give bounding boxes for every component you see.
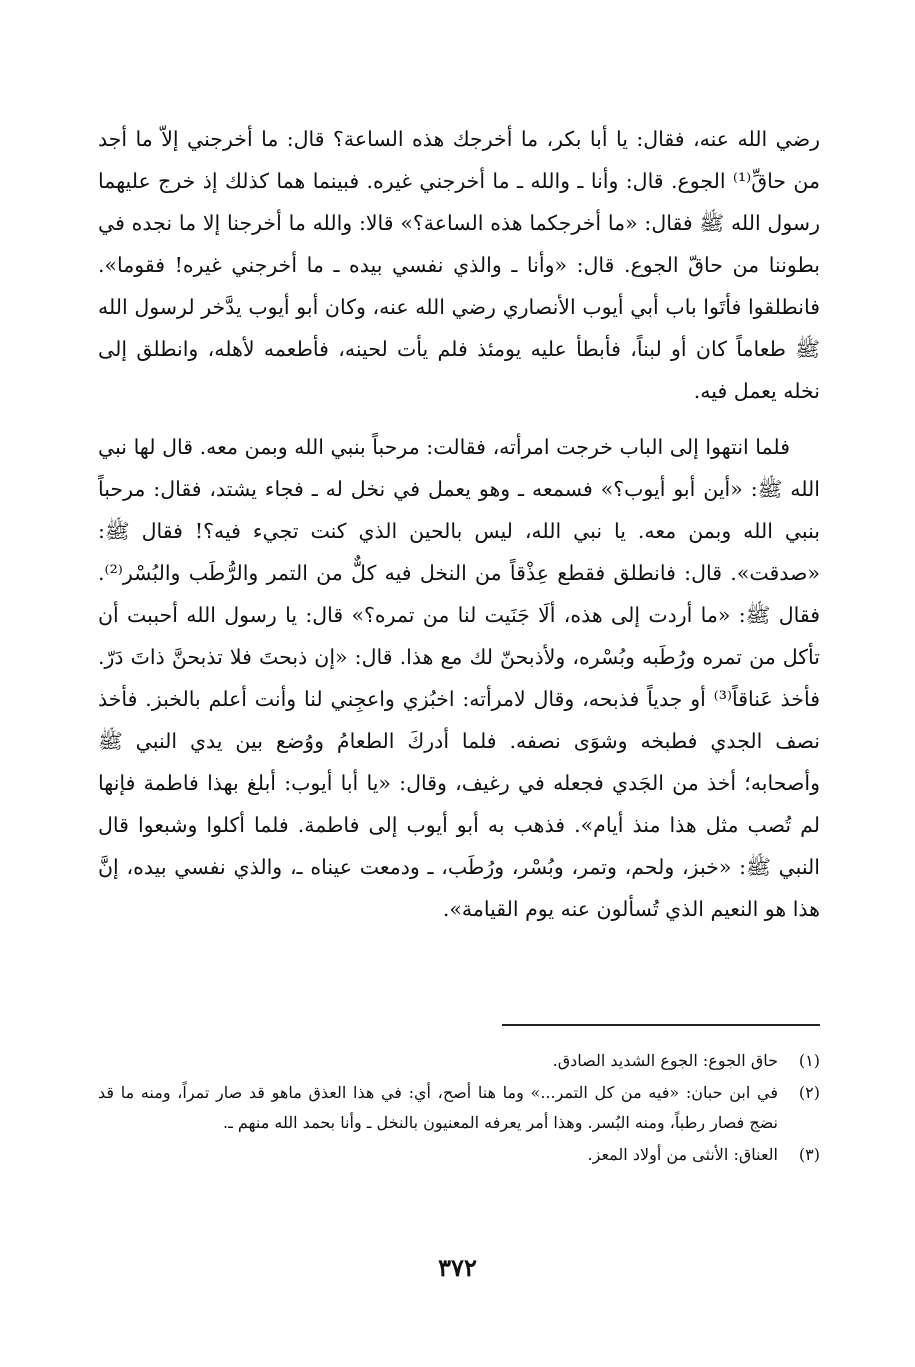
footnote-text: حاق الجوع: الجوع الشديد الصادق. <box>552 1051 778 1070</box>
footnote-separator <box>502 1024 820 1026</box>
footnote <box>98 1140 820 1170</box>
footnotes <box>98 1046 820 1172</box>
footnote <box>98 1046 820 1076</box>
footnote-text: العناق: الأنثى من أولاد المعز. <box>587 1145 778 1164</box>
paragraph: فلما انتهوا إلى الباب خرجت امرأته، فقالت: مرحباً بنبي الله وبمن معه. قال لها نبي الله ﷺ: «أين أبو أيوب؟» فسمعه ـ وهو يعمل في نخل له ـ فجاء يشتد، فقال: مرحباً بنبي الله وبمن معه. يا نبي الله، ليس بالحين الذي كنت تجيء فيه؟! فقال ﷺ: «صدقت». قال: فانطلق فقطع عِذْقاً من النخل فيه كلٌّ من التمر والرُّطَب والبُسْر⁽²⁾. فقال ﷺ: «ما أردت إلى هذه، ألَا جَنَيت لنا من تمره؟» قال: يا رسول الله أحببت أن تأكل من تمره ورُطَبه وبُسْره، ولأذبحنّ لك مع هذا. قال: «إن ذبحتَ فلا تذبحنَّ ذاتَ دَرّ. فأخذ عَناقاً⁽³⁾ أو جدياً فذبحه، وقال لامرأته: اخبُزي واعجِني لنا وأنت أعلم بالخبز. فأخذ نصف الجدي فطبخه وشوَى نصفه. فلما أدركَ الطعامُ ووُضع بين يدي النبي ﷺ وأصحابه؛ أخذ من الجَدي فجعله في رغيف، وقال: «يا أبا أيوب: أبلغ بهذا فاطمة فإنها لم تُصب مثل هذا منذ أيام». فذهب به أبو أيوب إلى فاطمة. فلما أكلوا وشبعوا قال النبي ﷺ: «خبز، ولحم، وتمر، وبُسْر، ورُطَب، ـ ودمعت عيناه ـ، والذي نفسي بيده، إنَّ هذا هو النعيم الذي تُسألون عنه يوم القيامة». <box>98 435 820 921</box>
footnote <box>98 1078 820 1138</box>
main-text <box>98 118 820 930</box>
paragraph: رضي الله عنه، فقال: يا أبا بكر، ما أخرجك هذه الساعة؟ قال: ما أخرجني إلاّ ما أجد من حاقِّ⁽¹⁾ الجوع. قال: وأنا ـ والله ـ ما أخرجني غيره. فبينما هما كذلك إذ خرج عليهما رسول الله ﷺ فقال: «ما أخرجكما هذه الساعة؟» قالا: والله ما أخرجنا إلا ما نجده في بطوننا من حاقّ الجوع. قال: «وأنا ـ والذي نفسي بيده ـ ما أخرجني غيره! فقوما». فانطلقوا فأتَوا باب أبي أيوب الأنصاري رضي الله عنه، وكان أبو أيوب يدَّخر لرسول الله ﷺ طعاماً كان أو لبناً، فأبطأ عليه يومئذ فلم يأت لحينه، فأطعمه لأهله، وانطلق إلى نخله يعمل فيه. <box>98 127 820 403</box>
footnote-number: (١) <box>798 1051 820 1070</box>
footnote-number: (٣) <box>798 1145 820 1164</box>
page-number: ٣٧٢ <box>438 1253 477 1282</box>
footnote-text: في ابن حبان: «فيه من كل التمر...» وما هنا أصح، أي: في هذا العذق ماهو قد صار تمراً، ومنه ما قد نضج فصار رطباً، ومنه البُسر. وهذا أمر يعرفه المعنيون بالنخل ـ وأنا بحمد الله منهم ـ. <box>98 1083 778 1132</box>
footnote-number: (٢) <box>798 1083 820 1102</box>
